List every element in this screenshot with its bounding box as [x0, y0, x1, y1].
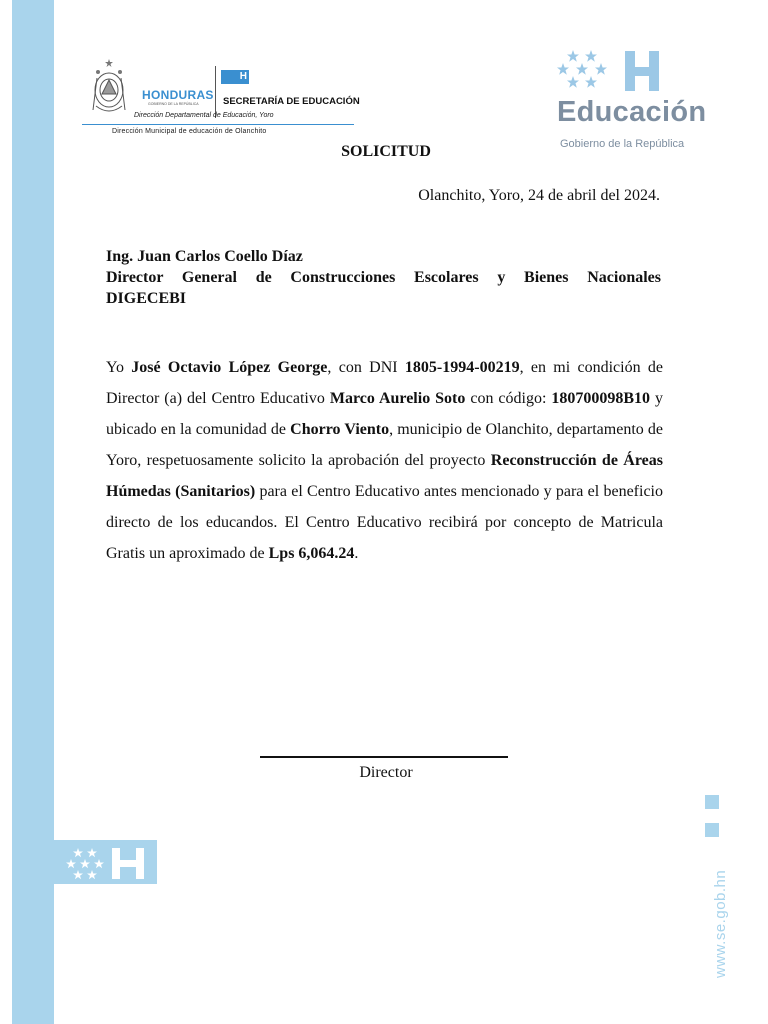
education-brand-subtitle: Gobierno de la República	[560, 138, 685, 150]
recipient-name: Ing. Juan Carlos Coello Díaz	[106, 248, 303, 265]
header-rule	[82, 124, 354, 125]
recipient-position: Director General de Construcciones Escolares y Bienes Nacionales	[106, 269, 661, 286]
signature-line	[260, 756, 508, 758]
school-code: 180700098B10	[551, 390, 651, 407]
recipient-block	[106, 246, 661, 309]
h-logo-icon	[64, 845, 154, 881]
education-stars-h-logo-icon	[555, 48, 617, 90]
education-brand-title: Educación	[557, 96, 707, 128]
honduras-emblem-icon	[90, 58, 128, 116]
header-divider	[215, 66, 216, 118]
school-name: Marco Aurelio Soto	[329, 390, 466, 407]
amount: Lps 6,064.24	[268, 545, 355, 562]
country-name: HONDURAS	[142, 88, 214, 102]
applicant-dni: 1805-1994-00219	[404, 359, 520, 376]
signature-label: Director	[359, 764, 413, 781]
document-title: SOLICITUD	[341, 143, 431, 160]
decorative-square	[705, 823, 719, 837]
recipient-organization: DIGECEBI	[106, 290, 187, 307]
education-h-icon	[623, 51, 661, 91]
education-brand-logo	[555, 48, 735, 158]
department-name: Dirección Departamental de Educación, Yoro	[134, 112, 274, 119]
website-url: www.se.gob.hn	[712, 869, 729, 978]
community-name: Chorro Viento	[290, 421, 390, 438]
ministry-badge: H	[221, 70, 249, 84]
applicant-name: José Octavio López George	[131, 359, 328, 376]
municipal-direction: Dirección Municipal de educación de Olanchito	[112, 128, 267, 135]
decorative-squares	[705, 795, 719, 851]
letter-body: Yo José Octavio López George, con DNI 1805-1994-00219, en mi condición de Director (a) del Centro Educativo Marco Aurelio Soto con código: 180700098B10 y ubicado en la comunidad de Chorro Viento, municipio de Olanchito, departamento de Yoro, respetuosamente solicito la aprobación del proyecto Reconstrucción de Áreas Húmedas (Sanitarios) para el Centro Educativo antes mencionado y para el beneficio directo de los educandos. El Centro Educativo recibirá por concepto de Matricula Gratis un aproximado de Lps 6,064.24.	[106, 359, 664, 562]
document-date: Olanchito, Yoro, 24 de abril del 2024.	[418, 187, 660, 204]
project-name: Reconstrucción de Áreas Húmedas (Sanitarios)	[106, 452, 663, 500]
country-subtitle: GOBIERNO DE LA REPÚBLICA	[148, 102, 199, 106]
ministry-name: SECRETARÍA DE EDUCACIÓN	[223, 96, 360, 107]
decorative-square	[705, 795, 719, 809]
ministry-header-logo	[82, 54, 362, 144]
